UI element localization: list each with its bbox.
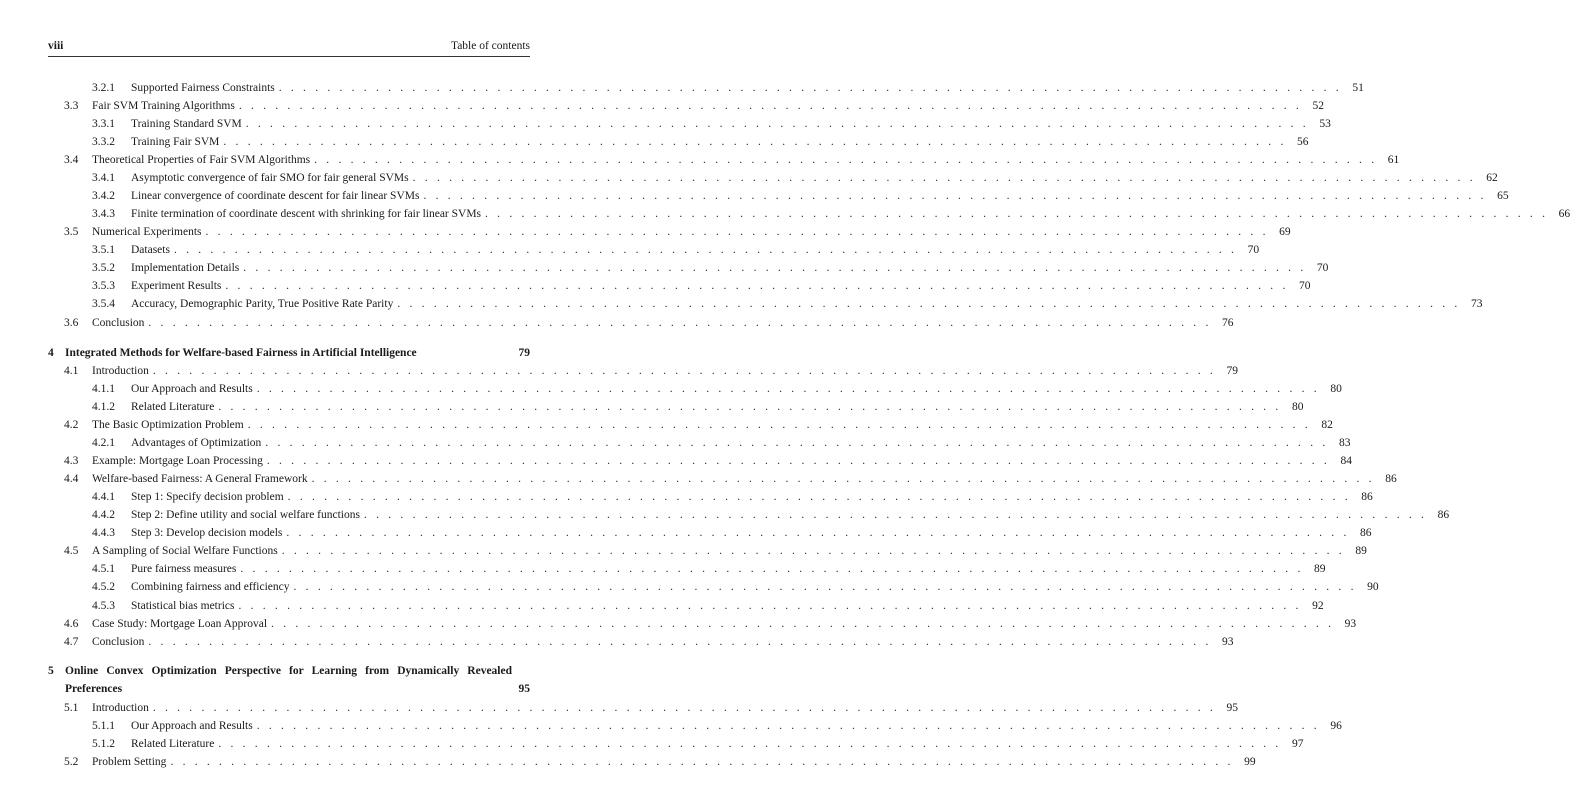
toc-entry[interactable] [64, 315, 1234, 331]
dot-leader [271, 616, 1334, 632]
toc-entry-page: 70 [1316, 262, 1329, 274]
toc-entry-number: 3.5.1 [92, 244, 115, 256]
toc-entry-title: Fair SVM Training Algorithms [92, 100, 235, 112]
dot-leader [174, 242, 1237, 258]
toc-entry[interactable] [92, 718, 1342, 734]
toc-entry-page: 97 [1291, 738, 1304, 750]
toc-entry-page: 89 [1314, 563, 1326, 575]
dot-leader [279, 80, 1342, 96]
toc-entry-number: 4.4.1 [92, 491, 115, 503]
toc-entry-number: 5.1 [64, 702, 79, 714]
toc-entry-page: 79 [1226, 365, 1238, 377]
toc-entry-number: 4 [48, 347, 54, 359]
dot-leader [413, 170, 1476, 186]
toc-entry-page: 84 [1340, 455, 1352, 467]
toc-entry-number: 4.4 [64, 473, 79, 485]
toc-entry-number: 5.1.2 [92, 738, 115, 750]
toc-entry-title: Experiment Results [131, 280, 222, 292]
toc-entry-title: Finite termination of coordinate descent with shrinking for fair linear SVMs [131, 208, 482, 220]
toc-entry-page: 86 [1360, 527, 1372, 539]
toc-entry[interactable] [64, 700, 1238, 716]
toc-entry[interactable] [92, 80, 1364, 96]
toc-entry[interactable] [92, 242, 1260, 258]
toc-entry-page: 62 [1486, 172, 1498, 184]
dot-leader [257, 718, 1320, 734]
toc-entry-number: 4.5 [64, 545, 79, 557]
dot-leader [218, 736, 1281, 752]
toc-entry-page: 92 [1312, 600, 1324, 612]
toc-entry-number: 3.5.4 [92, 298, 115, 310]
toc-entry-page: 86 [1437, 509, 1450, 521]
toc-entry-title: Theoretical Properties of Fair SVM Algorithms [92, 154, 311, 166]
toc-entry-page: 65 [1497, 190, 1509, 202]
toc-entry-number: 3.4.3 [92, 208, 115, 220]
toc-entry-number: 3.3.1 [92, 118, 115, 130]
toc-entry-page: 86 [1361, 491, 1373, 503]
page-number: viii [48, 40, 64, 52]
dot-leader [364, 507, 1427, 523]
toc-entry-title: Introduction [92, 365, 149, 377]
toc-entry[interactable] [64, 224, 1291, 240]
toc-entry-title: Our Approach and Results [131, 383, 253, 395]
toc-entry-page: 80 [1330, 383, 1342, 395]
toc-entry-title: Conclusion [92, 636, 145, 648]
toc-entry-number: 4.1 [64, 365, 79, 377]
toc-entry[interactable] [64, 754, 1256, 770]
toc-entry-title-line2: Preferences [65, 683, 123, 695]
toc-entry-title: Implementation Details [131, 262, 240, 274]
toc-entry-title: Linear convergence of coordinate descent for fair linear SVMs [131, 190, 420, 202]
toc-entry-title: Training Standard SVM [131, 118, 242, 130]
dot-leader [423, 188, 1486, 204]
toc-entry-page: 73 [1470, 298, 1483, 310]
toc-entry[interactable] [64, 471, 1397, 487]
toc-entry[interactable] [92, 507, 1450, 523]
dot-leader [218, 399, 1281, 415]
toc-entry-title: Integrated Methods for Welfare-based Fairness in Artificial Intelligence [65, 347, 417, 359]
toc-entry-title: Conclusion [92, 317, 145, 329]
toc-entry-number: 4.2 [64, 419, 79, 431]
dot-leader [282, 543, 1345, 559]
toc-entry-title: Statistical bias metrics [131, 600, 235, 612]
toc-entry-number: 4.7 [64, 636, 79, 648]
toc-entry[interactable] [64, 453, 1352, 469]
toc-entry[interactable] [92, 206, 1570, 222]
dot-leader [153, 363, 1216, 379]
toc-entry-page: 79 [518, 347, 530, 359]
toc-entry[interactable] [48, 345, 530, 361]
toc-entry-title: Combining fairness and efficiency [131, 581, 290, 593]
toc-entry-page: 51 [1352, 82, 1364, 94]
toc-entry[interactable] [92, 489, 1373, 505]
dot-leader [294, 579, 1357, 595]
toc-entry-title: Example: Mortgage Loan Processing [92, 455, 263, 467]
toc-entry-number: 3.3 [64, 100, 79, 112]
dot-leader [286, 525, 1349, 541]
toc-entry-number: 3.4.2 [92, 190, 115, 202]
toc-entry-number: 3.2.1 [92, 82, 115, 94]
toc-entry-title: Related Literature [131, 401, 215, 413]
toc-entry-number: 4.6 [64, 618, 79, 630]
toc-entry-page: 86 [1385, 473, 1397, 485]
dot-leader [243, 260, 1306, 276]
toc-entry-number: 4.3 [64, 455, 79, 467]
toc-entry-page: 83 [1338, 437, 1351, 449]
toc-entry[interactable] [64, 363, 1238, 379]
toc-entry-page: 95 [518, 683, 530, 695]
toc-entry-number: 3.3.2 [92, 136, 115, 148]
toc-entry[interactable] [92, 435, 1351, 451]
dot-leader [223, 134, 1286, 150]
toc-entry-page: 70 [1247, 244, 1260, 256]
toc-entry-number: 4.4.2 [92, 509, 115, 521]
toc-entry-title: Pure fairness measures [131, 563, 237, 575]
toc-entry-number: 4.4.3 [92, 527, 115, 539]
toc-entry-page: 93 [1344, 618, 1357, 630]
dot-leader [153, 700, 1216, 716]
toc-entry-page: 95 [1226, 702, 1238, 714]
toc-entry[interactable] [92, 134, 1309, 150]
dot-leader [485, 206, 1548, 222]
toc-entry-title: A Sampling of Social Welfare Functions [92, 545, 278, 557]
toc-entry-number: 3.6 [64, 317, 79, 329]
toc-entry-number: 4.1.2 [92, 401, 115, 413]
toc-entry-title: Case Study: Mortgage Loan Approval [92, 618, 268, 630]
toc-entry-page: 70 [1299, 280, 1311, 292]
dot-leader [148, 634, 1211, 650]
toc-entry-page: 82 [1321, 419, 1333, 431]
toc-entry-title: Training Fair SVM [131, 136, 220, 148]
toc-entry-number: 4.5.1 [92, 563, 115, 575]
toc-entry-page: 56 [1297, 136, 1309, 148]
toc-entry[interactable] [92, 381, 1342, 397]
toc-entry-page: 80 [1291, 401, 1304, 413]
toc-entry[interactable] [92, 399, 1304, 415]
dot-leader [238, 598, 1301, 614]
toc-entry-page: 96 [1330, 720, 1342, 732]
toc-entry-title: Accuracy, Demographic Parity, True Positive Rate Parity [131, 298, 394, 310]
toc-entry-title: Asymptotic convergence of fair SMO for fair general SVMs [131, 172, 409, 184]
dot-leader [288, 489, 1351, 505]
toc-entry[interactable] [64, 98, 1324, 114]
toc-entry-number: 4.5.3 [92, 600, 115, 612]
toc-entry[interactable] [92, 736, 1304, 752]
toc-entry-number: 4.5.2 [92, 581, 115, 593]
dot-leader [239, 98, 1302, 114]
toc-entry-number: 4.1.1 [92, 383, 115, 395]
toc-entry-title: Welfare-based Fairness: A General Framework [92, 473, 308, 485]
toc-entry-page: 76 [1222, 317, 1234, 329]
toc-entry-title: Supported Fairness Constraints [131, 82, 275, 94]
dot-leader [206, 224, 1269, 240]
toc-entry-title: Our Approach and Results [131, 720, 253, 732]
running-title: Table of contents [450, 40, 530, 52]
toc-entry-number: 5.2 [64, 756, 79, 768]
toc-entry[interactable] [92, 260, 1329, 276]
toc-entry-title: Step 2: Define utility and social welfare functions [131, 509, 360, 521]
toc-entry-title: Introduction [92, 702, 149, 714]
toc-entry-page: 53 [1319, 118, 1331, 130]
toc-entry-number: 3.4 [64, 154, 79, 166]
toc-entry-number: 4.2.1 [92, 437, 115, 449]
toc-entry[interactable] [92, 188, 1509, 204]
toc-entry-page: 66 [1558, 208, 1570, 220]
dot-leader [170, 754, 1233, 770]
toc-entry[interactable] [92, 296, 1483, 312]
toc-entry-page: 52 [1312, 100, 1324, 112]
toc-entry-page: 61 [1387, 154, 1400, 166]
toc-entry[interactable] [92, 116, 1331, 132]
toc-entry-title-line1: Online Convex Optimization Perspective for Learning from Dynamically Revealed [65, 665, 512, 677]
dot-leader [265, 435, 1328, 451]
toc-entry-title: Datasets [131, 244, 170, 256]
dot-leader [314, 152, 1377, 168]
toc-entry[interactable] [92, 278, 1311, 294]
toc-entry-number: 5.1.1 [92, 720, 115, 732]
toc-entry-page: 90 [1367, 581, 1379, 593]
dot-leader [240, 561, 1303, 577]
dot-leader [257, 381, 1320, 397]
toc-entry[interactable] [92, 598, 1324, 614]
toc-entry-number: 3.5 [64, 226, 79, 238]
toc-entry-number: 5 [48, 665, 54, 677]
dot-leader [397, 296, 1460, 312]
toc-entry[interactable] [64, 634, 1234, 650]
toc-entry-title: Problem Setting [92, 756, 167, 768]
toc-entry-title: Step 3: Develop decision models [131, 527, 283, 539]
toc-entry[interactable] [64, 616, 1357, 632]
toc-entry-title: Advantages of Optimization [131, 437, 262, 449]
toc-entry-number: 3.5.2 [92, 262, 115, 274]
toc-entry-title: Step 1: Specify decision problem [131, 491, 284, 503]
toc-entry[interactable] [92, 561, 1326, 577]
toc-entry[interactable] [64, 417, 1333, 433]
toc-entry-number: 3.5.3 [92, 280, 115, 292]
toc-entry-page: 89 [1355, 545, 1367, 557]
dot-leader [267, 453, 1330, 469]
toc-entry-page: 69 [1279, 226, 1291, 238]
toc-entry[interactable] [64, 543, 1367, 559]
toc-entry-title: Numerical Experiments [92, 226, 202, 238]
toc-entry-title: Related Literature [131, 738, 215, 750]
toc-entry-page: 99 [1244, 756, 1256, 768]
toc-entry-title: The Basic Optimization Problem [92, 419, 244, 431]
dot-leader [148, 315, 1211, 331]
toc-entry[interactable] [92, 579, 1379, 595]
toc-entry[interactable] [92, 525, 1372, 541]
dot-leader [248, 417, 1311, 433]
toc-entry-page: 93 [1222, 636, 1234, 648]
toc-entry[interactable] [92, 170, 1498, 186]
toc-entry-number: 3.4.1 [92, 172, 115, 184]
toc-entry[interactable] [64, 152, 1400, 168]
dot-leader [312, 471, 1375, 487]
dot-leader [246, 116, 1309, 132]
dot-leader [225, 278, 1288, 294]
